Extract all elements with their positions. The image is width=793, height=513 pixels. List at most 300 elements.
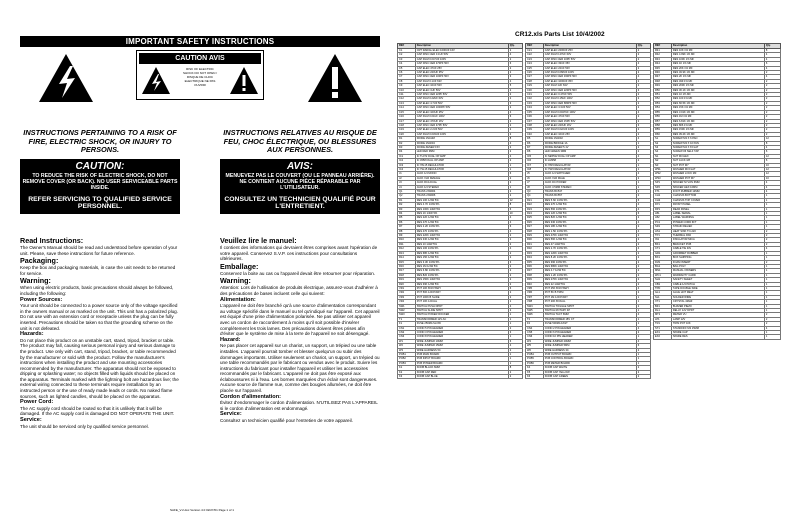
table-cell: S1 [654,137,672,141]
table-cell: CAP DISC CER 47PF 50V [415,123,508,127]
table-cell: RES 1.5K 1/4W 5% [543,229,636,233]
table-cell: IC7 [526,163,544,167]
lightning-icon [141,66,171,96]
table-cell: POT 1M A ROTARY [543,295,636,299]
table-cell: SCREW M3 X 6 PAN [671,137,764,141]
english-instructions [20,236,180,429]
caution-label: CAUTION AVIS [139,53,261,64]
table-cell: WASHER POT M7 [671,176,764,180]
table-cell: IC 4558 DUAL OP AMP [415,159,508,163]
table-cell: SPACER HEX 10MM [671,185,764,189]
table-cell: RES 100 1/4W 5% [415,247,508,251]
table-cell: CAP ELEC 100UF 25V [415,110,508,114]
column-header: REF [526,44,544,49]
table-cell: 10 [764,163,780,167]
table-cell: R54 [654,106,672,110]
table-cell: 2 [508,71,522,75]
table-cell: 2 [508,123,522,127]
table-cell: WS3 [654,176,672,180]
table-cell: 2 [508,251,522,255]
table-cell: 1 [764,198,780,202]
table-cell: 1 [764,295,780,299]
table-cell: 2 [508,194,522,198]
table-cell: SWITCH TACT 6MM [543,313,636,317]
table-cell: HS1 [654,229,672,233]
table-cell: 1 [764,216,780,220]
table-cell: JACK DC POWER [543,181,636,185]
section-body: The unit should be serviced only by qualified service personnel. [20,423,149,429]
table-cell: LB2 [654,216,672,220]
table-cell: KNOB CAP BLUE [415,375,508,379]
table-cell: 1 [636,295,650,299]
table-cell: 2 [636,366,650,370]
french-caution-refer: CONSULTEZ UN TECHNICIEN QUALIFIÉ POUR L'ENTRETIENT. [224,195,376,211]
table-cell: 2 [636,260,650,264]
table-cell: SCREW M4 X 8 FLAT [671,145,764,149]
table-cell: 1 [764,282,780,286]
table-cell: 4 [636,75,650,79]
table-cell: RES 470 1/4W 5% [415,229,508,233]
table-cell: CABLE 1/4 PATCH [671,282,764,286]
table-cell: 2 [508,278,522,282]
table-cell: CAP DISC CER 1000PF 50V [415,106,508,110]
table-cell: R14 [398,256,416,260]
table-cell: 2 [636,331,650,335]
column-header: REF [398,44,416,49]
table-cell: C30 [526,88,544,92]
table-cell: R3 [398,207,416,211]
table-cell: 1 [764,251,780,255]
table-cell: CAP ELEC 22UF 50V [543,66,636,70]
parts-list [397,31,782,511]
table-cell: 4 [764,145,780,149]
table-cell: VR2 [398,291,416,295]
table-cell: RES 150K 1% MF [671,128,764,132]
table-cell: BK1 [654,242,672,246]
table-cell: C36 [526,115,544,119]
column-header: Description [415,44,508,49]
table-cell: 1 [636,361,650,365]
table-cell: J3 [398,181,416,185]
table-cell: RES 2.2K 1/4W 5% [415,225,508,229]
table-cell: C33 [526,101,544,105]
table-cell: LABEL WARNING [671,216,764,220]
table-cell: 2 [636,66,650,70]
table-cell: S2 [654,141,672,145]
table-cell: 1 [764,264,780,268]
table-cell: 3 [508,331,522,335]
safety-banner: IMPORTANT SAFETY INSTRUCTIONS [20,36,380,47]
table-cell: C24 [526,62,544,66]
table-cell: SCREW M3 X 10 PAN [671,141,764,145]
table-cell: R35 [526,260,544,264]
table-cell: R50 [654,88,672,92]
table-cell: RES 390 1/4W 5% [543,260,636,264]
table-cell: W1 [398,339,416,343]
table-cell: 2 [636,79,650,83]
column-header: Description [543,44,636,49]
table-cell: TAPE DOUBLE SIDE [671,286,764,290]
table-cell: CAP ELEC 470UF 16V [415,119,508,123]
table-cell: 4 [636,286,650,290]
table-cell: TRANSFORMER 18V CT [543,317,636,321]
table-cell: CAP ELEC 33UF 35V [543,62,636,66]
table-cell: CN6 [526,335,544,339]
table-cell: Q3 [526,190,544,194]
table-cell: LP1 [654,317,672,321]
table-cell: RES 10 1/4W 5% [415,242,508,246]
table-cell: RES 470K 1/4W 5% [543,234,636,238]
table-cell: 1 [764,203,780,207]
table-cell: 1 [636,300,650,304]
table-cell: 4 [636,247,650,251]
table-cell: CAP ELEC 2.2UF 50V [415,128,508,132]
table-cell: POT 50K A ROTARY [415,291,508,295]
french-caution-text: MENUEVEZ PAS LE COUVERT (OU LE PANNEAU ARRIÈRE). NE CONTIENT AUCUNE PIÈCE RÉPARABLE PAR L'UTILISATEUR. [225,172,375,192]
table-cell: 1 [764,220,780,224]
exclamation-icon [229,66,259,96]
table-cell: J4 [398,185,416,189]
table-cell: R57 [654,119,672,123]
table-cell: R52 [654,97,672,101]
table-row [398,375,523,379]
table-cell: RES 806 1% MF [671,123,764,127]
table-cell: 1 [508,300,522,304]
english-caution-block [20,159,180,214]
table-cell: C1 [398,49,416,53]
table-cell: C10 [398,88,416,92]
subsection-heading: Alimentation: [220,296,256,303]
table-cell: C14 [398,106,416,110]
table-cell: SPACER NYLON 6MM [671,181,764,185]
table-cell: WS1 [654,167,672,171]
table-cell: 1 [764,207,780,211]
parts-list-title: CR12.xls Parts List 10/4/2002 [515,31,605,38]
table-cell: STRAIN RELIEF [671,225,764,229]
table-cell: RES 1M 1% MF [671,115,764,119]
table-cell: 4 [636,154,650,158]
table-cell: Q1 [398,190,416,194]
table-cell: W3 [398,348,416,352]
table-cell: K4 [526,366,544,370]
table-cell: C11 [398,93,416,97]
table-cell: RES 330 1/4W 5% [543,220,636,224]
table-cell: SW2 [398,308,416,312]
table-cell: CRT RADIAL ELEC 1000UF 16V [415,49,508,53]
table-cell: JACK XLR MALE [543,176,636,180]
lightning-warning-icon [37,52,95,104]
table-cell: SCREW #6 SELF TAP [671,150,764,154]
table-cell: 1 [764,269,780,273]
table-cell: R48 [654,79,672,83]
table-cell: SOLDER WIRE [671,295,764,299]
table-cell: R10 [398,238,416,242]
table-cell: R15 [398,260,416,264]
table-cell: CAP ELEC 1UF 50V [415,88,508,92]
table-cell: 1 [764,304,780,308]
table-cell: CAP ELEC 4.7UF 50V [415,101,508,105]
table-cell: 2 [764,79,780,83]
table-cell: BZ1 [654,304,672,308]
table-cell: CAP DISC CER 22PF 50V [415,93,508,97]
table-cell: 1 [764,212,780,216]
table-cell: 4 [508,304,522,308]
table-cell: RELAY 12V DPDT [671,308,764,312]
table-cell: W5 [526,344,544,348]
table-cell: R34 [526,256,544,260]
table-cell: 2 [508,291,522,295]
table-cell: 8 [508,366,522,370]
table-cell: C19 [398,128,416,132]
table-cell: LB1 [654,212,672,216]
table-cell: 2 [508,57,522,61]
table-cell: TPD [654,286,672,290]
table-cell: SWITCH PUSH DPDT [415,304,508,308]
table-cell: PCB6 [526,361,544,365]
table-cell: SP2 [654,185,672,189]
table-cell: CAP ELEC 0.47UF 50V [543,93,636,97]
table-cell: PCB POWER BOARD [415,361,508,365]
table-cell: PCB2 [398,357,416,361]
table-cell: IC5 [526,154,544,158]
table-cell: CAP ELEC 220UF 16V [543,123,636,127]
table-cell: 2 [764,115,780,119]
parts-table-3 [653,43,781,340]
table-cell: IC 79L15 REGULATOR [415,167,508,171]
table-cell: SW6 [526,313,544,317]
table-cell: 2 [636,101,650,105]
table-cell: 4 [636,313,650,317]
table-cell: 3 [636,123,650,127]
table-cell: INSULATOR MICA [671,238,764,242]
table-cell: 2 [636,150,650,154]
table-cell: 12 [764,154,780,158]
table-cell: R60 [654,132,672,136]
table-cell: 2 [508,93,522,97]
table-cell: 2 [764,260,780,264]
table-cell: LED RED 3MM [415,150,508,154]
table-cell: RES 68K 1/4W 5% [415,251,508,255]
table-cell: RES 820 1/4W 5% [415,273,508,277]
table-cell: POT 10K A DUAL [415,300,508,304]
table-cell: GL1 [654,291,672,295]
table-cell: 1 [636,322,650,326]
table-cell: IC8 [526,167,544,171]
table-cell: RES 2.7K 1/4W 5% [543,247,636,251]
table-cell: REAR PANEL [671,207,764,211]
table-cell: 2 [636,304,650,308]
subsection-heading: Hazards: [20,331,44,338]
table-cell: 2 [764,238,780,242]
table-cell: RES 270K 1/4W 5% [543,278,636,282]
table-cell: 6 [508,207,522,211]
table-cell: POT 100K B SLIDE [415,295,508,299]
table-cell: BX1 [654,256,672,260]
table-cell: 2 [764,322,780,326]
table-cell: VR8 [526,300,544,304]
table-cell: 2 [508,269,522,273]
table-cell: R11 [398,242,416,246]
table-cell: C5 [398,66,416,70]
table-cell: EX2 [654,335,672,339]
table-cell: FT1 [654,190,672,194]
table-cell: RES 10K 1% MF [671,49,764,53]
table-cell: FP1 [654,203,672,207]
english-caution-refer: REFER SERVICING TO QUALIFIED SERVICE PERSONNEL. [28,195,172,211]
table-cell: R1 [398,198,416,202]
table-cell: 1 [508,167,522,171]
table-cell: 2 [508,190,522,194]
table-cell: 1 [636,163,650,167]
table-cell: 4 [508,110,522,114]
table-cell: RES 680K 1/4W 5% [543,264,636,268]
table-cell: CAP ELEC 220UF 35V [415,71,508,75]
table-cell: RES 4.7K 1/4W 5% [415,203,508,207]
table-cell: TRANSFORMER 12V AC [415,317,508,321]
table-cell: STANDOFF M3 15MM [671,326,764,330]
table-cell: 1 [764,291,780,295]
section-body: Il contient des informations qui devraient êtres comprises avant l'opération de votre appareil. Conservez S.V.P. ces instructions pour consultations ultérieures. [220,245,378,262]
table-cell: RES 200K 1% MF [671,84,764,88]
table-cell: R40 [526,282,544,286]
table-cell: IC 78L15 REGULATOR [415,163,508,167]
table-cell: C31 [526,93,544,97]
table-cell: R30 [526,238,544,242]
table-cell: D2 [398,141,416,145]
table-cell: RES 3.01K 1% MF [671,110,764,114]
table-cell: RES 4.99K 1% MF [671,53,764,57]
table-cell: CH2 [654,198,672,202]
table-cell: TR1 [654,322,672,326]
table-cell: FOOT RUBBER 12MM [671,190,764,194]
table-cell: 4 [508,220,522,224]
table-cell: 1 [764,273,780,277]
caution-box [136,50,264,100]
table-cell: RES 66.5K 1% MF [671,101,764,105]
table-cell: C17 [398,119,416,123]
column-header: Description [671,44,764,49]
table-cell: 2 [636,194,650,198]
table-cell: 2 [508,264,522,268]
table-cell: CAP FILM 0.047UF 100V [415,57,508,61]
table-cell: 1 [508,361,522,365]
table-cell: 4 [508,216,522,220]
table-cell: RP1 [654,207,672,211]
table-cell: CONN 2 PIN HEADER [543,326,636,330]
table-cell: R5 [398,216,416,220]
table-cell: 4 [508,154,522,158]
table-cell: CHASSIS TOP COVER [671,198,764,202]
table-cell: J6 [526,176,544,180]
table-cell: D5 [526,137,544,141]
table-cell: C9 [398,84,416,88]
document-footer: SAFE_V.2.doc Version 4.0 02/27/01 Page 1 of 1 [170,508,234,512]
table-cell: C8 [398,79,416,83]
table-cell: RES 39.2K 1% MF [671,132,764,136]
table-cell: VR3 [398,295,416,299]
table-cell: 2 [508,295,522,299]
table-cell: CN2 [398,331,416,335]
table-cell: 2 [636,216,650,220]
parts-table-1 [397,43,523,379]
table-cell: CAP DISC CER 330PF 50V [543,75,636,79]
table-cell: PCB METER BOARD [543,361,636,365]
table-cell: CAP ELEC 47UF 50V [543,115,636,119]
table-cell: IC 7815 REGULATOR [543,163,636,167]
table-cell: 6 [508,286,522,290]
table-cell: CAP FILM 0.47UF 63V [543,53,636,57]
table-cell: 2 [636,278,650,282]
table-cell: 2 [508,242,522,246]
table-cell: CAP FILM 1UF 63V [543,84,636,88]
table-cell: 1 [508,322,522,326]
table-cell: 2 [508,370,522,374]
table-cell: WIRE HARNESS 3C [543,348,636,352]
table-cell: D3 [398,145,416,149]
table-cell: 12 [508,198,522,202]
table-cell: BRACKET PCB [671,242,764,246]
table-cell: R13 [398,251,416,255]
table-cell: 6 [636,212,650,216]
table-cell: 6 [508,225,522,229]
table-cell: C15 [398,110,416,114]
french-column [220,129,380,214]
section-body: When using electric products, basic precautions should always be followed, including the following: [20,285,174,296]
table-cell: T1 [398,317,416,321]
table-cell: R22 [526,203,544,207]
table-cell: 2 [636,264,650,268]
table-cell: CONN 10 PIN HEADER [543,335,636,339]
table-cell: 2 [636,49,650,53]
table-cell: 1 [636,335,650,339]
table-cell: D1 [398,137,416,141]
table-cell: 1 [508,185,522,189]
table-cell: RES 33K 1/4W 5% [415,238,508,242]
table-cell: CN3 [398,335,416,339]
table-cell: 2 [508,176,522,180]
table-cell: IC2 [398,159,416,163]
table-cell: 2 [636,225,650,229]
table-cell: 2 [636,269,650,273]
table-cell: JACK RCA DUAL [415,181,508,185]
table-cell: 2 [764,71,780,75]
table-cell: RES 12K 1/4W 5% [543,212,636,216]
table-cell: WASHER M3 FLAT [671,167,764,171]
table-cell: K6 [526,375,544,379]
table-cell: NUT POT M7 [671,163,764,167]
table-cell: RES 6.81K 1% MF [671,119,764,123]
table-cell: SW3 [398,313,416,317]
table-cell: R12 [398,247,416,251]
table-cell: CAP FILM 0.01UF 100V [415,115,508,119]
table-cell: C37 [526,119,544,123]
table-cell: 2 [636,128,650,132]
table-cell: SAFETY SHEET [671,278,764,282]
table-cell: CAP DISC CER 15PF 50V [543,119,636,123]
table-cell: PCB INPUT BOARD [415,357,508,361]
table-cell: 2 [636,375,650,379]
table-cell: 2 [764,132,780,136]
table-cell: 2 [764,119,780,123]
table-cell: CAP FILM 0.068UF 100V [543,71,636,75]
table-cell: MT1 [654,313,672,317]
table-cell: RES 27K 1/4W 5% [543,203,636,207]
table-cell: 2 [508,106,522,110]
table-cell: 1 [764,308,780,312]
table-cell: C39 [526,128,544,132]
table-cell: 4 [508,79,522,83]
table-cell: RES 8.2K 1/4W 5% [543,256,636,260]
